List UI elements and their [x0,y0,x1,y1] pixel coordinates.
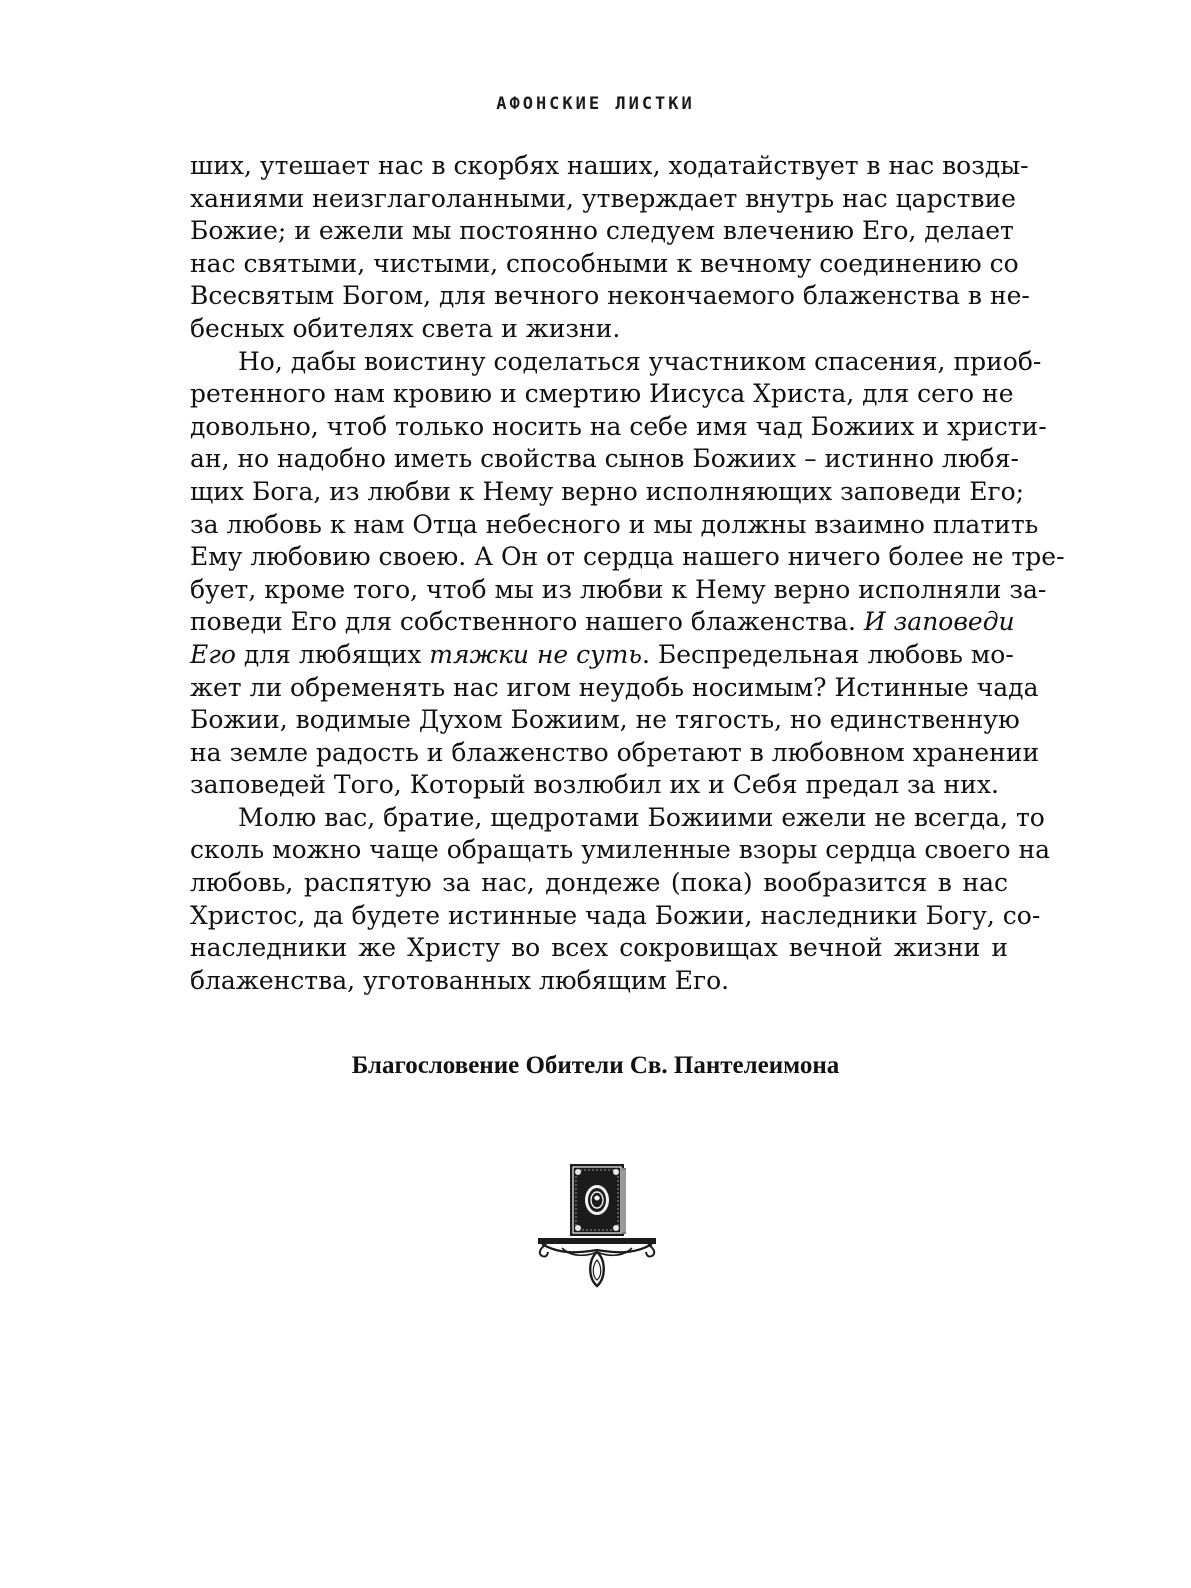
text-line: за любовь к нам Отца небесного и мы должны взаимно платить [190,509,1039,539]
text-line: ханиями неизглаголанными, утверждает внутрь нас царствие [190,183,1016,213]
paragraph-3 [190,802,1051,998]
plain-text: поведи Его для собственного нашего блаженства. [190,607,864,637]
book-icon [570,1164,626,1236]
text-line: Божии, водимые Духом Божиим, не тягость, но единственную [190,705,1020,735]
plain-text: . Беспредельная любовь мо- [641,639,1014,669]
text-line: бует, кроме того, чтоб мы из любви к Нему верно исполняли за- [190,574,1047,604]
text-line: довольно, чтоб только носить на себе имя чад Божиих и христи- [190,411,1047,441]
text-line: ретенного нам кровию и смертию Иисуса Христа, для сего не [190,379,1014,409]
text-line: любовь, распятую за нас, дондеже (пока) вообразится в нас [190,868,1008,898]
text-line: наследники же Христу во всех сокровищах вечной жизни и [190,933,1008,963]
shelf-icon [538,1238,656,1286]
text-line: ан, но надобно иметь свойства сынов Божиих – истинно любя- [190,444,1019,474]
text-line-mixed [190,639,1014,672]
text-line: Ему любовию своею. А Он от сердца нашего ничего более не тре- [190,542,1065,572]
text-line: ших, утешает нас в скорбях наших, ходатайствует в нас возды- [190,151,1029,180]
running-head-title: АФОНСКИЕ ЛИСТКИ [496,94,695,114]
text-line: Молю вас, братие, щедротами Божиими ежели не всегда, то [238,802,1045,832]
body-text [190,150,1065,997]
text-line: Но, дабы воистину соделаться участником спасения, приоб- [238,346,1042,376]
text-line: сколь можно чаще обращать умиленные взоры сердца своего на [190,835,1051,865]
text-line: щих Бога, из любви к Нему верно исполняющих заповеди Его; [190,476,1025,506]
text-line: блаженства, уготованных любящим Его. [190,965,730,995]
text-line: на земле радость и блаженство обретают в любовном хранении [190,737,1040,767]
plain-text: для любящих [235,639,430,669]
book-on-shelf-ornament-icon [532,1160,662,1296]
text-line: Всесвятым Богом, для вечного некончаемого блаженства в не- [190,281,1030,311]
text-line: заповедей Того, Который возлюбил их и Себя предал за них. [190,770,999,800]
text-line: нас святыми, чистыми, способными к вечному соединению со [190,248,1019,278]
paragraph-1 [190,150,1030,346]
text-line-mixed [190,606,1015,639]
text-line: бесных обителях света и жизни. [190,313,621,343]
text-line: Божие; и ежели мы постоянно следуем влечению Его, делает [190,216,1014,246]
italic-quote: Его [190,639,236,669]
paragraph-2 [190,346,1065,802]
text-line: жет ли обременять нас игом неудобь носимым? Истинные чада [190,672,1039,702]
italic-quote: тяжки не суть [429,639,642,669]
italic-quote: И заповеди [863,607,1015,637]
blessing-line: Благословение Обители Св. Пантелеимона [351,1052,840,1079]
text-line: Христос, да будете истинные чада Божии, наследники Богу, со- [190,900,1041,930]
